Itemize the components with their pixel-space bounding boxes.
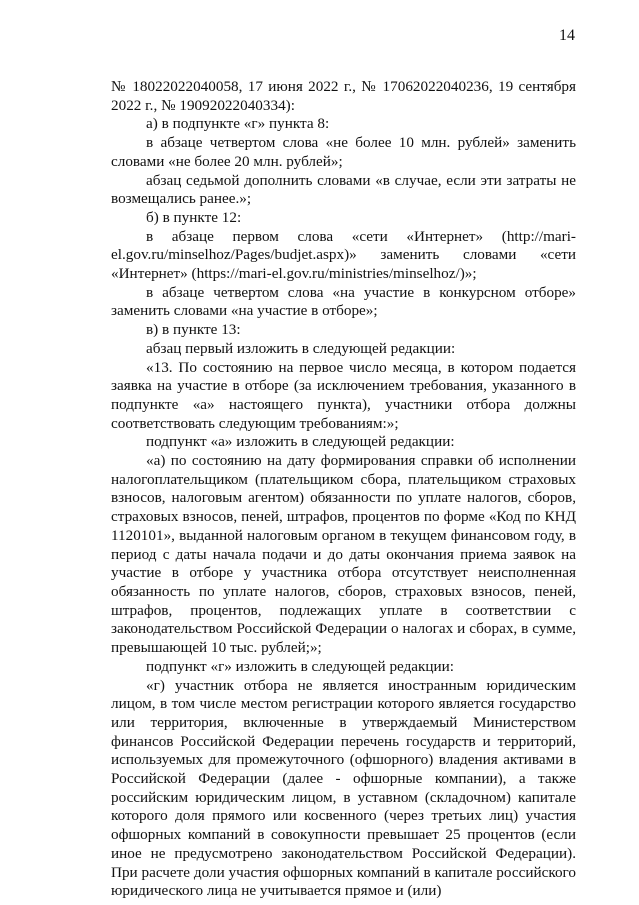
paragraph-item-a: а) в подпункте «г» пункта 8: (146, 115, 330, 133)
paragraph: подпункт «а» изложить в следующей редакции: (146, 433, 455, 451)
paragraph: в абзаце четвертом слова «не более 10 млн. рублей» заменить словами «не более 20 млн. рублей»; (111, 134, 576, 170)
paragraph: в абзаце четвертом слова «на участие в конкурсном отборе» заменить словами «на участие в отборе»; (111, 283, 576, 320)
paragraph: абзац седьмой дополнить словами «в случае, если эти затраты не возмещались ранее.»; (111, 171, 576, 208)
paragraph-item-b: б) в пункте 12: (146, 208, 242, 226)
paragraph-item-v: в) в пункте 13: (146, 321, 241, 339)
paragraph: подпункт «г» изложить в следующей редакции: (146, 657, 455, 675)
paragraph-quote-g: «г) участник отбора не является иностранным юридическим лицом, в том числе местом регистрации которого является государство или территория, включенные в утверждаемый Министерством финансов Российской Федерации перечень государств и территорий, используемых для промежуточного (офшорного) владения активами в Российской Федерации (далее - офшорные компании), а также российским юридическим лицом, в уставном (складочном) капитале которого доля прямого или косвенного (через третьих лиц) участия офшорных компаний в совокупности превышает 25 процентов (если иное не предусмотрено законодательством Российской Федерации). При расчете доли участия офшорных компаний в капитале российского юридического лица не учитывается прямое и (или) (111, 676, 576, 900)
paragraph-continuation: № 18022022040058, 17 июня 2022 г., № 17062022040236, 19 сентября 2022 г., № 19092022040334): (111, 78, 576, 114)
paragraph-quote-a: «а) по состоянию на дату формирования справки об исполнении налогоплательщиком (плательщиком сбора, плательщиком страховых взносов, налоговым агентом) обязанности по уплате налогов, сборов, страховых взносов, пеней, штрафов, процентов по форме «Код по КНД 1120101», выданной налоговым органом в текущем финансовом году, в период с даты начала подачи и до даты окончания приема заявок на участие в отборе у участника отбора отсутствует неисполненная обязанность по уплате налогов, сборов, страховых взносов, пеней, штрафов, процентов, подлежащих уплате в соответствии с законодательством Российской Федерации о налогах и сборах, в сумме, превышающей 10 тыс. рублей;»; (111, 452, 576, 657)
paragraph-quote-13: «13. По состоянию на первое число месяца, в котором подается заявка на участие в отборе (за исключением требования, указанного в подпункте «а» настоящего пункта), участники отбора должны соответствовать следующим требованиям:»; (111, 358, 576, 432)
paragraph: абзац первый изложить в следующей редакции: (146, 339, 456, 357)
document-body (111, 78, 576, 901)
page-number: 14 (559, 27, 575, 44)
paragraph: в абзаце первом слова «сети «Интернет» (http://mari-el.gov.ru/minselhoz/Pages/budjet.aspx)» заменить словами «сети «Интернет» (https://mari-el.gov.ru/ministries/minselhoz/)»; (111, 227, 576, 283)
